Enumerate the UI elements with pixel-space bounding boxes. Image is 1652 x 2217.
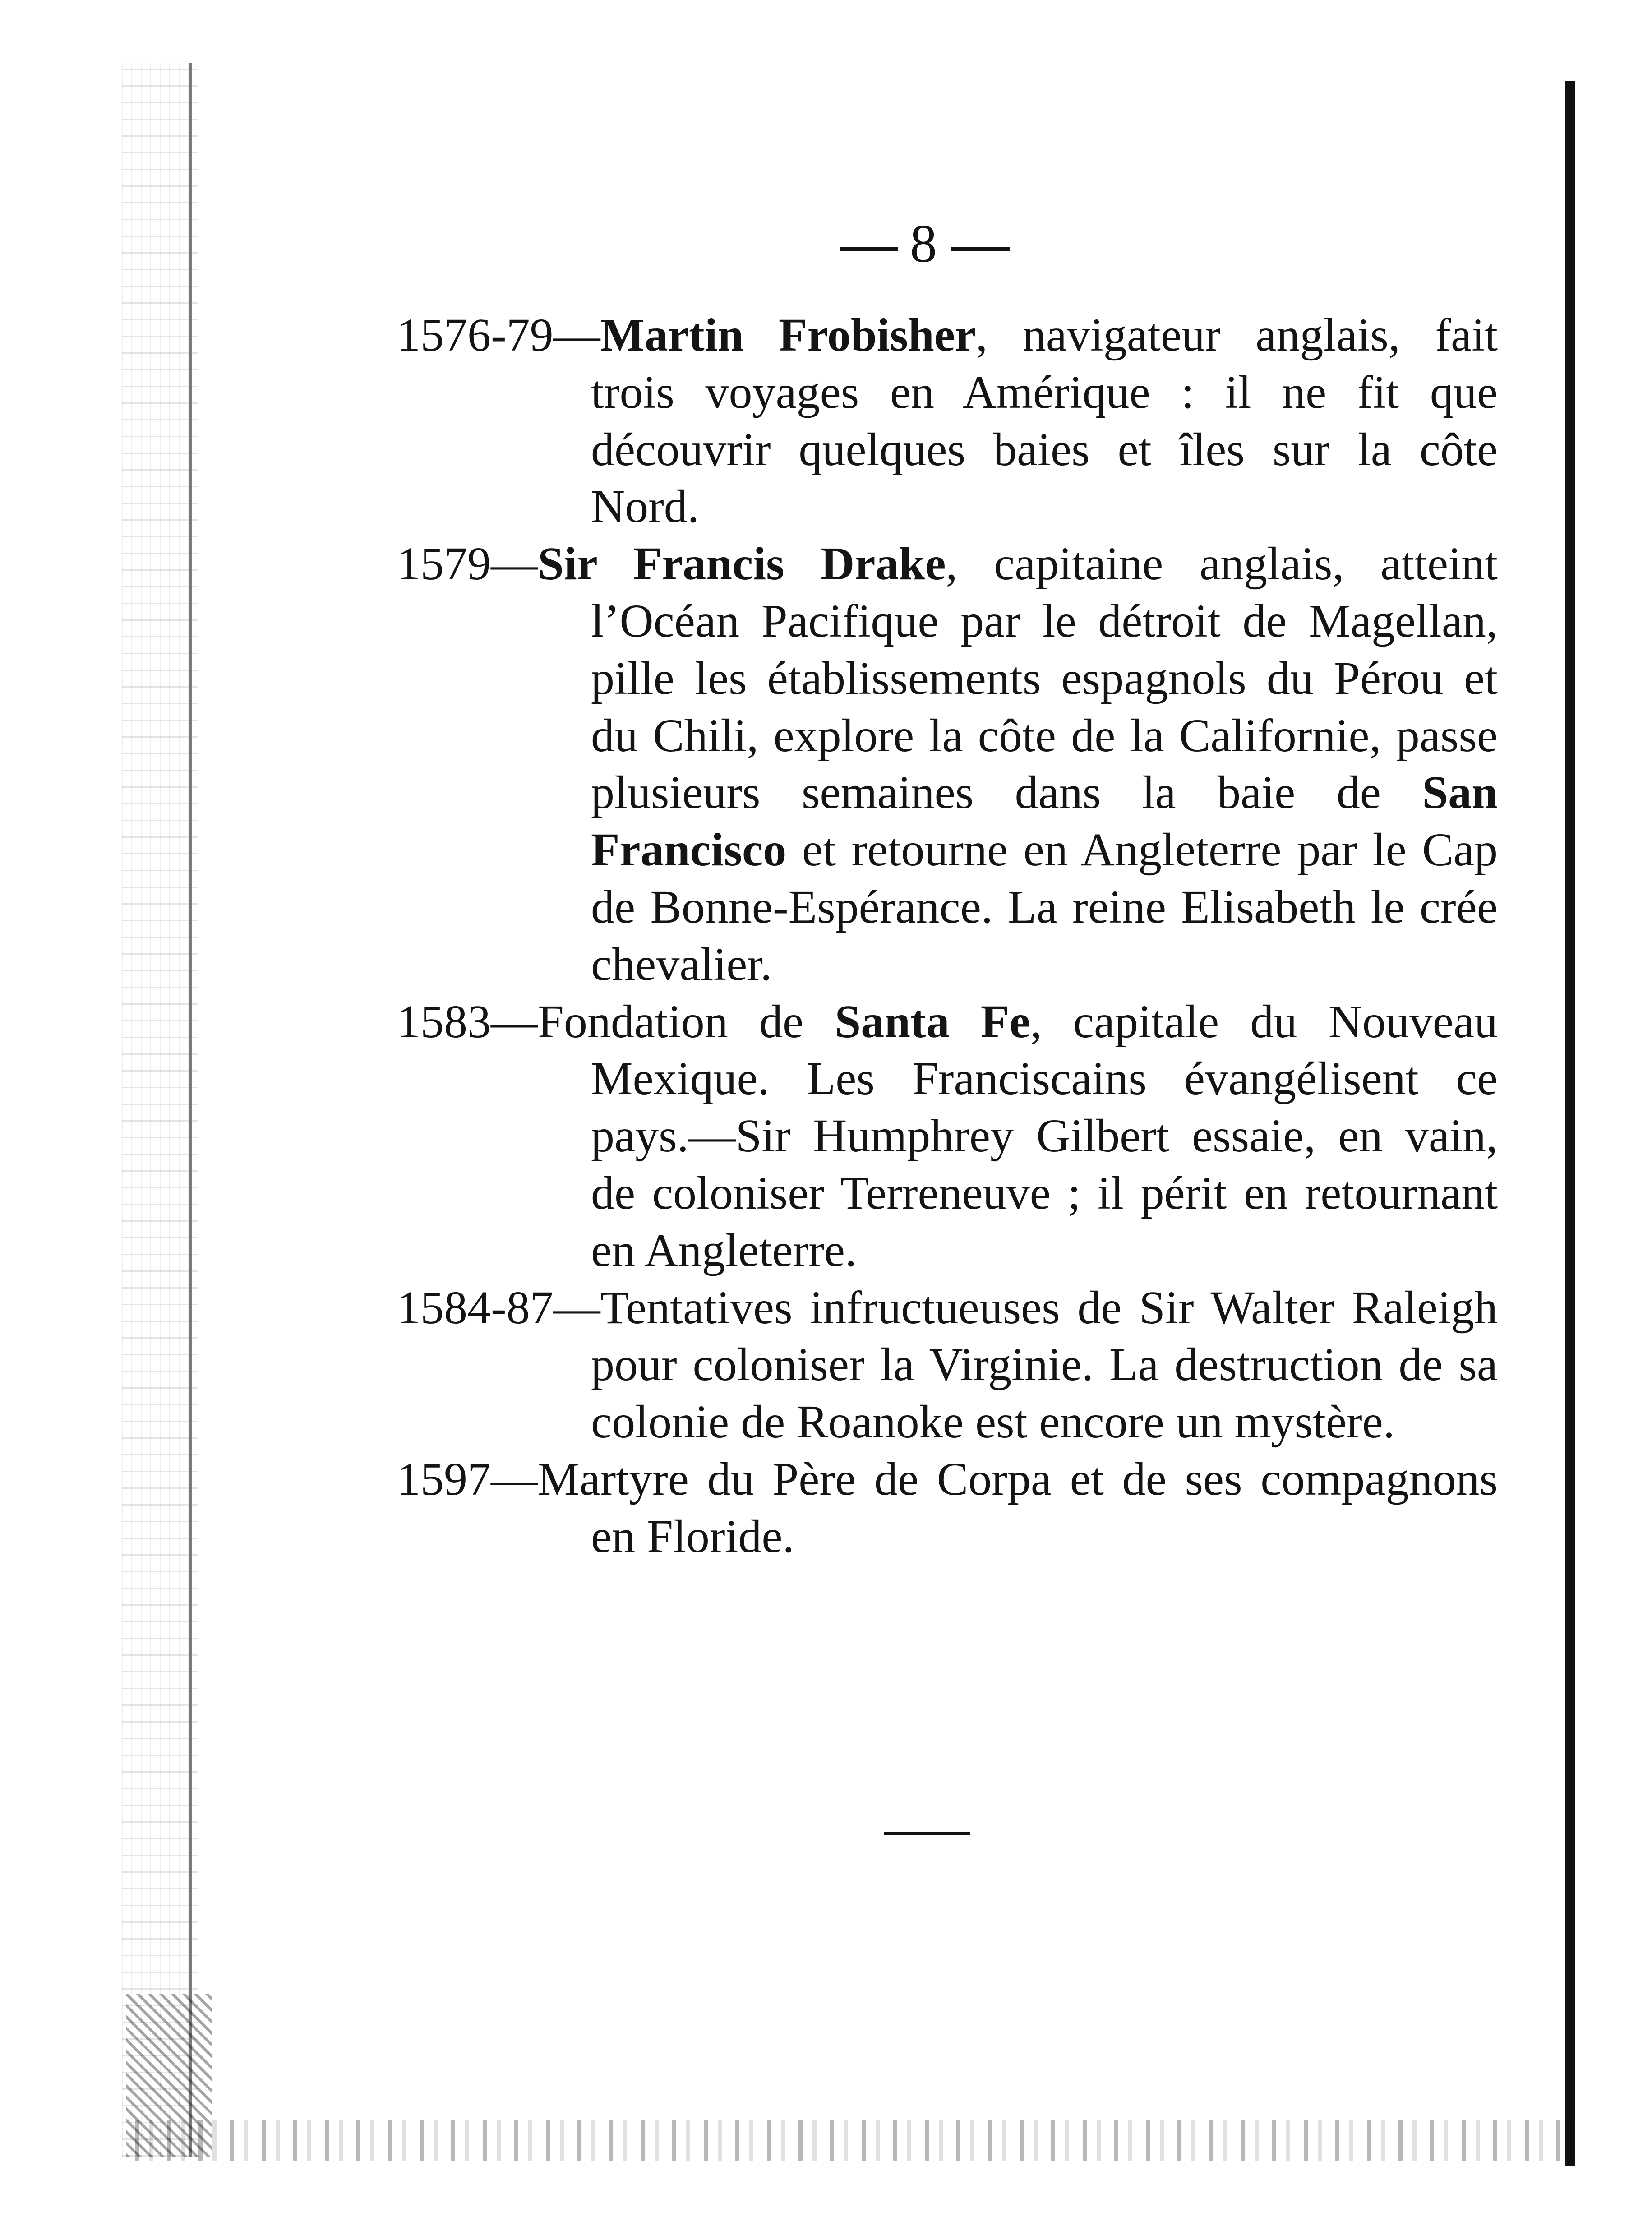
entry-name: Sir Francis Drake [538,538,946,590]
scan-gutter [122,63,198,2157]
gutter-rule [189,63,192,2157]
end-rule [884,1832,970,1835]
chronology-entry-1597 [397,1451,1498,1566]
chronology-entry-1579 [397,536,1498,993]
chronology-entry-1583 [397,993,1498,1279]
entry-date: 1583— [397,995,538,1048]
page-number [767,208,1083,280]
page-number-dash-right [951,247,1010,251]
entry-text: Martyre du Père de Corpa et de ses compagnons en Floride. [538,1453,1498,1562]
entry-text: , capitaine anglais, atteint l’Océan Pacifique par le détroit de Magellan, pille les établissements espagnols du Pérou et du Chili, explore la côte de la Californie, passe plusieurs semaines dans la baie de [591,538,1498,819]
chronology-entry-1576 [397,307,1498,536]
entry-date: 1597— [397,1453,538,1505]
entry-date: 1579— [397,538,538,590]
entry-name: Martin Frobisher [600,309,976,361]
entry-text-continued: , capitale du Nouveau Mexique. Les Franciscains évangélisent ce pays.—Sir Humphrey Gilbert essaie, en vain, de coloniser Terreneuve ; il périt en retournant en Angleterre. [591,995,1498,1276]
entry-place: Santa Fe [835,995,1030,1048]
entry-date: 1576-79— [397,309,600,361]
chronology-list [397,307,1498,1566]
page-number-dash-left [840,247,898,251]
page-edge-right [1565,81,1575,2166]
entry-date: 1584-87— [397,1281,600,1334]
page-edge-bottom [135,2120,1579,2161]
entry-text-continued: et retourne en Angleterre par le Cap de Bonne-Espérance. La reine Elisabeth le crée chevalier. [591,824,1498,990]
entry-place: San Francisco [591,767,1498,876]
chronology-entry-1584 [397,1279,1498,1451]
entry-text: Fondation de [538,995,835,1048]
entry-text: , navigateur anglais, fait trois voyages en Amérique : il ne fit que découvrir quelques baies et îles sur la côte Nord. [591,309,1498,533]
entry-text: Tentatives infructueuses de Sir Walter Raleigh pour coloniser la Virginie. La destruction de sa colonie de Roanoke est encore un mystère. [591,1281,1498,1448]
page-number-value: 8 [910,213,940,273]
